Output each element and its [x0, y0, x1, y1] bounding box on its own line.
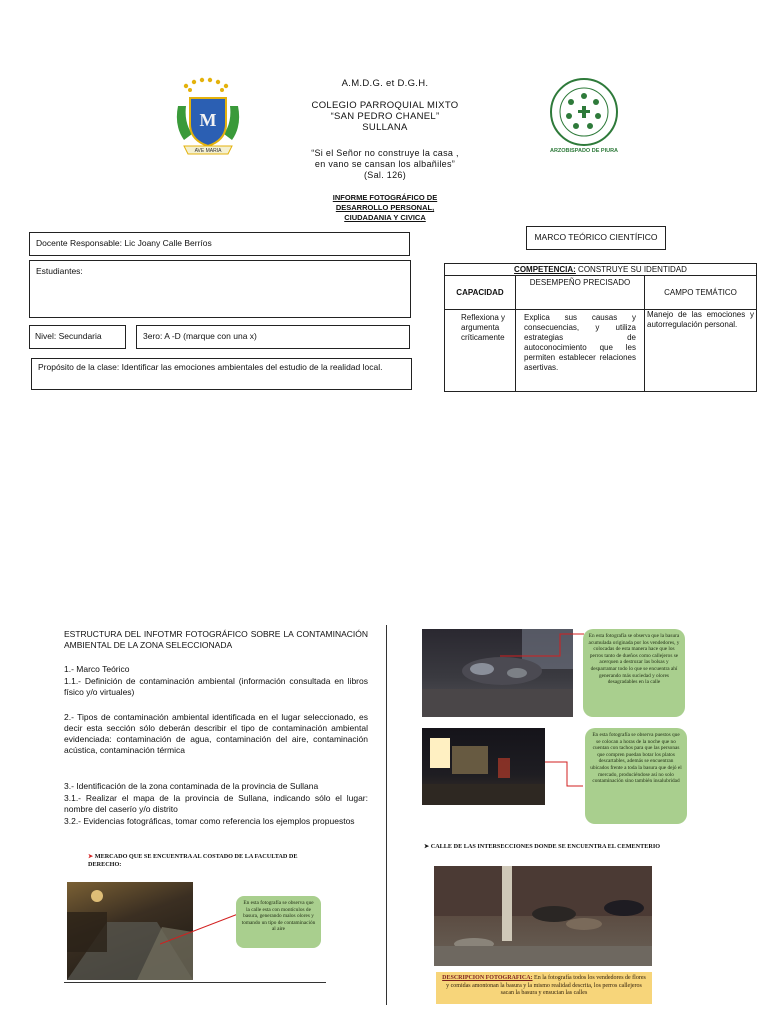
- mercado-section-label: [88, 853, 318, 869]
- svg-text:AVE MARIA: AVE MARIA: [194, 148, 222, 154]
- capacidad-header: CAPACIDAD: [445, 276, 516, 310]
- calle-label-text: CALLE DE LAS INTERSECCIONES DONDE SE ENCUENTRA EL CEMENTERIO: [430, 843, 661, 850]
- callout1-pointer: [500, 632, 585, 662]
- quote-line2: en vano se cansan los albañiles”: [314, 159, 456, 169]
- cemetery-street-photo: [434, 866, 652, 966]
- estructura-item-3-1: 3.1.- Realizar el mapa de la provincia de Sullana, indicando sólo el lugar: nombre del caserío y/o distrito: [64, 793, 368, 814]
- svg-text:ARZOBISPADO DE PIURA: ARZOBISPADO DE PIURA: [549, 148, 619, 154]
- campo-header: CAMPO TEMÁTICO: [645, 276, 757, 310]
- description-text: En la fotografía todos los vendedores de flores y comidas amontonan la basura y la mismo realidad descrita, los perros callejeros sacan la basura y ensucian las calles: [446, 975, 646, 997]
- mercado-label-text: MERCADO QUE SE ENCUENTRA AL COSTADO DE LA FACULTAD DE DERECHO:: [88, 853, 298, 868]
- garbage-callout: En esta fotografía se observa que la basura acumulada originada por los vendedores, y colocadas de esta manera hace que los perros tanto de dueños como callejeros se acerquen a destrozar las bolsas y desparramar todo lo que se encuentra ahí generando más suciedad y olores desagradables en la calle: [583, 629, 685, 717]
- report-title-line1: INFORME FOTOGRÁFICO DE: [332, 193, 438, 202]
- desempeno-header: DESEMPEÑO PRECISADO: [516, 276, 645, 310]
- estructura-title: ESTRUCTURA DEL INFOTMR FOTOGRÁFICO SOBRE LA CONTAMINACIÓN AMBIENTAL DE LA ZONA SELECCIONADA: [64, 629, 368, 650]
- report-title-line2: DESARROLLO PERSONAL,: [335, 203, 435, 212]
- estructura-item-1-1: 1.1.- Definición de contaminación ambiental (información consultada en libros físico y/o virtuales): [64, 676, 368, 697]
- calle-section-label: [424, 843, 688, 851]
- docente-label: Docente Responsable: Lic Joany Calle Berríos: [36, 238, 212, 248]
- grado-label: 3ero: A -D (marque con una x): [143, 331, 257, 341]
- grado-field[interactable]: [136, 325, 410, 349]
- estructura-item-3: 3.- Identificación de la zona contaminada de la provincia de Sullana: [64, 781, 319, 791]
- nivel-label: Nivel: Secundaria: [35, 331, 102, 341]
- mercado-callout: En esta fotografía se observa que la calle esta con montículos de basura, generando malos olores y tomando un tipo de contaminación al aire: [236, 896, 321, 948]
- nivel-field[interactable]: [29, 325, 126, 349]
- column-divider: [386, 625, 387, 1005]
- competencia-value: CONSTRUYE SU IDENTIDAD: [575, 265, 687, 274]
- mercado-pointer-line: [160, 910, 240, 950]
- motto: A.M.D.G. et D.G.H.: [341, 78, 429, 89]
- school-name-line2: “SAN PEDRO CHANEL”: [330, 111, 440, 122]
- campo-cell: Manejo de las emociones y autorregulación personal.: [645, 310, 757, 392]
- left-bottom-rule: [64, 982, 326, 983]
- arrow-bullet-icon: ➤: [424, 843, 431, 850]
- estructura-item-1: 1.- Marco Teórico: [64, 664, 130, 674]
- quote-line3: (Sal. 126): [363, 170, 407, 180]
- callout2-pointer: [545, 760, 585, 790]
- desempeno-cell: Explica sus causas y consecuencias, y utiliza estrategias de autoconocimiento que les permiten establecer relaciones asertivas.: [516, 310, 645, 392]
- school-name-line1: COLEGIO PARROQUIAL MIXTO: [311, 100, 459, 111]
- proposito-field[interactable]: [31, 358, 412, 390]
- competencia-table: [444, 263, 757, 392]
- school-crest-logo: [172, 76, 244, 156]
- description-label: DESCRIPCION FOTOGRAFICA:: [442, 975, 533, 981]
- quote-line1: “Si el Señor no construye la casa ,: [311, 148, 459, 158]
- estudiantes-label: Estudiantes:: [36, 266, 83, 276]
- photo-description-box: [436, 972, 652, 1004]
- night-stalls-photo: [422, 728, 545, 805]
- estructura-item-3-2: 3.2.- Evidencias fotográficas, tomar como referencia los ejemplos propuestos: [64, 816, 355, 826]
- capacidad-cell: Reflexiona y argumenta críticamente: [445, 310, 516, 392]
- stalls-callout: En esta fotografía se observa puestos que se colocan a horas de la noche que no cuentan con tachos para que las personas que compren puedan botar los platos descartables, además se encuentran ubicados frente a toda la basura que dejó el mercado, produciéndose así no solo contaminación sino también insalubridad: [585, 728, 687, 824]
- svg-text:M: M: [199, 110, 217, 130]
- marco-teorico-title: [526, 226, 666, 250]
- archdiocese-seal-logo: [546, 76, 622, 154]
- report-title-line3: CIUDADANIA Y CIVICA: [344, 213, 426, 222]
- marco-title-text: MARCO TEÓRICO CIENTÍFICO: [534, 232, 658, 242]
- docente-field[interactable]: [29, 232, 410, 256]
- school-name-line3: SULLANA: [362, 122, 408, 133]
- arrow-right-icon: ➤: [88, 853, 95, 860]
- competencia-label: COMPETENCIA:: [514, 265, 576, 274]
- proposito-label: Propósito de la clase: Identificar las emociones ambientales del estudio de la realidad local.: [38, 362, 383, 372]
- competencia-row: [445, 264, 757, 276]
- estructura-item-2: 2.- Tipos de contaminación ambiental identificada en el lugar seleccionado, es decir esta sección sólo deberán describir el tipo de contaminación ambiental evidenciada: contaminación de agua, contaminación del aire, contaminación acústica, contaminación térmica: [64, 712, 368, 755]
- estudiantes-field[interactable]: [29, 260, 411, 318]
